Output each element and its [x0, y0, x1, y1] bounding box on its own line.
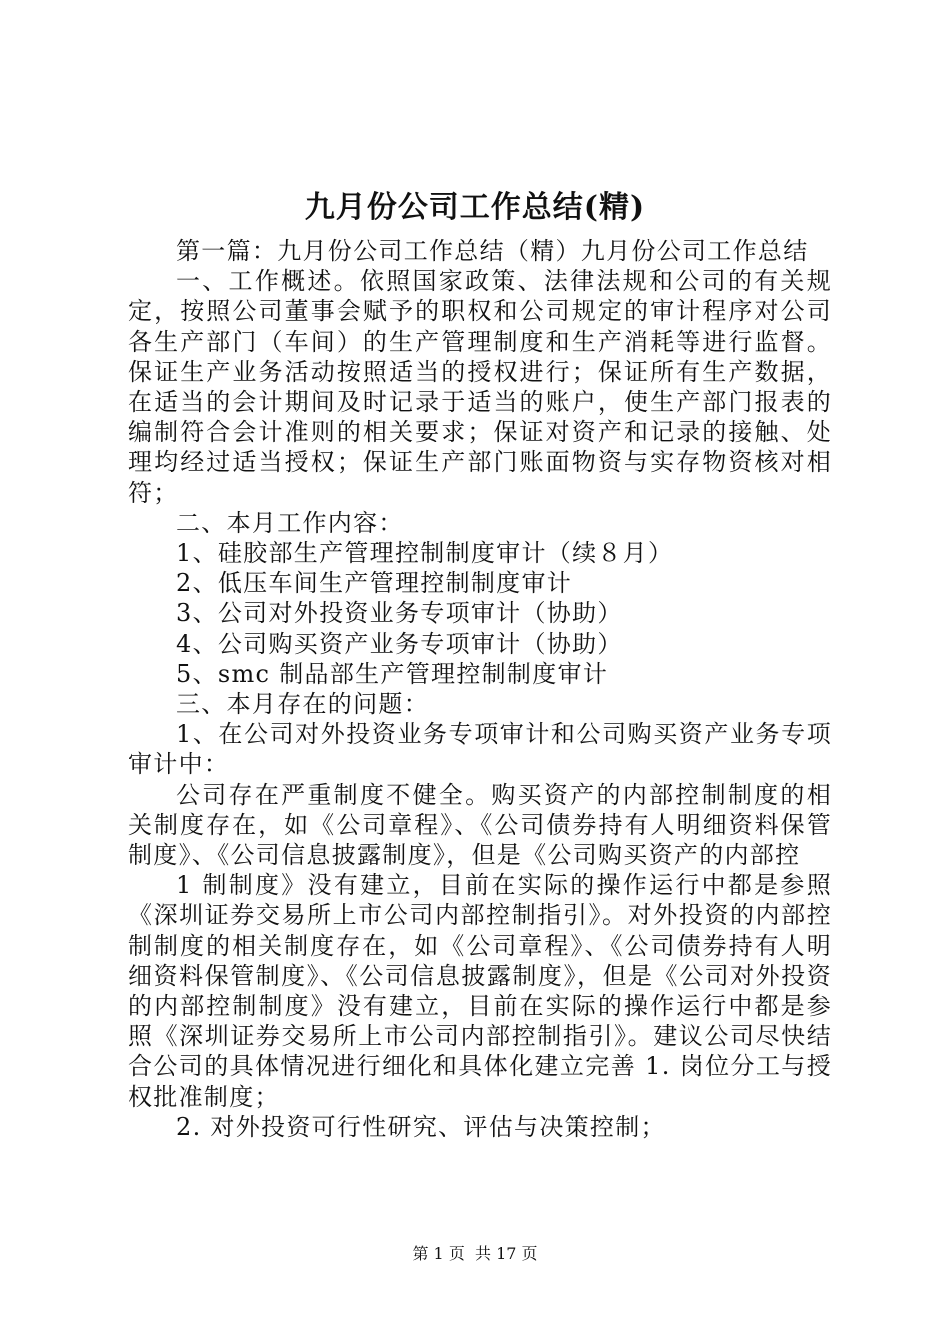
- list-item-5: 5、smc 制品部生产管理控制制度审计: [176, 659, 609, 688]
- document-body: [128, 236, 832, 1142]
- list-item-3: 3、公司对外投资业务专项审计（协助）: [176, 599, 623, 628]
- document-title: 九月份公司工作总结(精): [304, 190, 646, 225]
- paragraph-problem-continued: 1 制制度》没有建立，目前在实际的操作运行中都是参照《深圳证券交易所上市公司内部控制指引》。对外投资的内部控制制度的相关制度存在，如《公司章程》、《公司债券持有人明细资料保管制度》、《公司信息披露制度》，但是《公司对外投资的内部控制制度》没有建立，目前在实际的操作运行中都是参照《深圳证券交易所上市公司内部控制指引》。建议公司尽快结合公司的具体情况进行细化和具体化建立完善 1. 岗位分工与授权批准制度；: [128, 871, 832, 1111]
- paragraph-control-item-2: 2. 对外投资可行性研究、评估与决策控制；: [176, 1112, 666, 1141]
- paragraph-heading-part-one: 第一篇：九月份公司工作总结（精）九月份公司工作总结: [176, 237, 809, 265]
- paragraph-section-three-heading: 三、本月存在的问题：: [176, 690, 429, 719]
- paragraph-work-overview: 一、工作概述。依照国家政策、法律法规和公司的有关规定，按照公司董事会赋予的职权和公司规定的审计程序对公司各生产部门（车间）的生产管理制度和生产消耗等进行监督。保证生产业务活动按照适当的授权进行；保证所有生产数据，在适当的会计期间及时记录于适当的账户，使生产部门报表的编制符合会计准则的相关要求；保证对资产和记录的接触、处理均经过适当授权；保证生产部门账面物资与实存物资核对相符；: [128, 267, 832, 507]
- page-number-label: 第 1 页 共 17 页: [412, 1244, 538, 1263]
- paragraph-section-two-heading: 二、本月工作内容：: [176, 508, 404, 537]
- paragraph-problem-detail: 公司存在严重制度不健全。购买资产的内部控制制度的相关制度存在，如《公司章程》、《公司债券持有人明细资料保管制度》、《公司信息披露制度》，但是《公司购买资产的内部控: [128, 780, 832, 870]
- list-item-1: 1、硅胶部生产管理控制制度审计（续８月）: [176, 539, 674, 568]
- list-item-4: 4、公司购买资产业务专项审计（协助）: [176, 629, 623, 658]
- paragraph-problem-1: 1、在公司对外投资业务专项审计和公司购买资产业务专项审计中：: [128, 720, 832, 779]
- list-item-2: 2、低压车间生产管理控制制度审计: [176, 569, 573, 598]
- page-footer: [0, 1243, 950, 1265]
